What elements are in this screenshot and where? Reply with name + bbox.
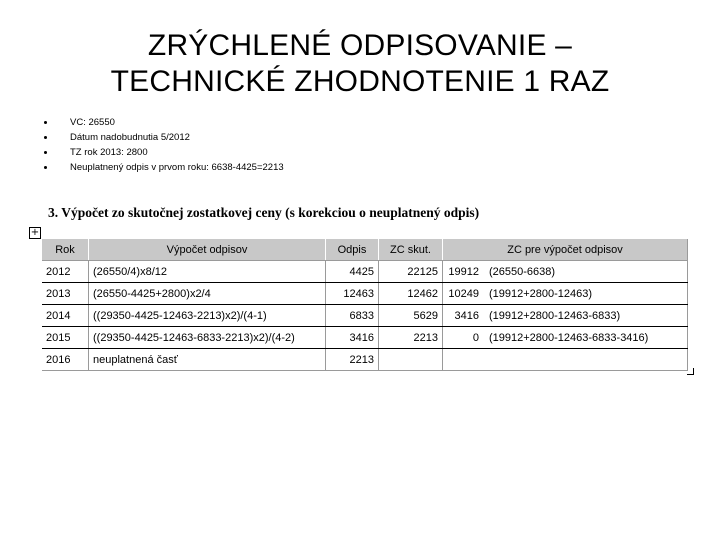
cell-rok: 2016 [46, 353, 71, 366]
bullet-dot-icon [44, 151, 47, 154]
cell-odpis: 6833 [326, 305, 379, 327]
cell-odpis: 4425 [326, 261, 379, 283]
cell-odpis: 2213 [326, 349, 379, 371]
cell-odpis: 3416 [326, 327, 379, 349]
table-resize-handle-icon[interactable] [687, 368, 694, 375]
bullet-item [44, 145, 284, 160]
cell-zc-skut: 22125 [379, 261, 443, 283]
bullet-text: Neuplatnený odpis v prvom roku: 6638-4425=2213 [70, 162, 284, 173]
bullet-text: Dátum nadobudnutia 5/2012 [70, 132, 190, 143]
cell-zc-skut [379, 349, 443, 371]
depreciation-table [42, 239, 688, 371]
cell-zc-vypocet [443, 261, 688, 283]
cell-zc-vypocet [443, 283, 688, 305]
cell-zc-value: 3416 [454, 309, 479, 322]
column-header-vypocet: Výpočet odpisov [89, 239, 326, 261]
column-header-zc-skut: ZC skut. [379, 239, 443, 261]
cell-zc-vypocet [443, 327, 688, 349]
cell-zc-formula: (26550-6638) [489, 265, 556, 278]
cell-vypocet: (26550/4)x8/12 [89, 261, 326, 283]
bullet-item [44, 115, 284, 130]
cell-zc-formula: (19912+2800-12463-6833-3416) [489, 331, 649, 344]
cell-rok: 2012 [42, 261, 89, 283]
column-header-zc-vypocet: ZC pre výpočet odpisov [443, 239, 688, 261]
table-row [42, 261, 688, 283]
cell-zc-value: 10249 [448, 287, 479, 300]
column-header-odpis: Odpis [326, 239, 379, 261]
column-header-rok: Rok [42, 239, 89, 261]
cell-zc-formula: (19912+2800-12463-6833) [489, 309, 621, 322]
slide-title-line-1: ZRÝCHLENÉ ODPISOVANIE – [147, 29, 573, 62]
table-row [42, 349, 688, 371]
cell-rok: 2015 [42, 327, 89, 349]
cell-zc-value: 0 [472, 331, 479, 344]
slide-title [60, 28, 660, 100]
table-header-row [42, 239, 688, 261]
cell-zc-skut: 5629 [379, 305, 443, 327]
cell-zc-formula: (19912+2800-12463) [489, 287, 593, 300]
bullet-text: VC: 26550 [70, 117, 115, 128]
bullet-dot-icon [44, 136, 47, 139]
table-move-handle-icon[interactable]: + [30, 227, 40, 238]
cell-vypocet: ((29350-4425-12463-2213)x2)/(4-1) [89, 305, 326, 327]
table-row [42, 283, 688, 305]
cell-zc-value: 19912 [448, 265, 479, 278]
bullet-item [44, 130, 284, 145]
cell-vypocet: ((29350-4425-12463-6833-2213)x2)/(4-2) [89, 327, 326, 349]
cell-rok: 2014 [42, 305, 89, 327]
cell-zc-skut: 2213 [379, 327, 443, 349]
cell-vypocet: (26550-4425+2800)x2/4 [89, 283, 326, 305]
section-heading: 3. Výpočet zo skutočnej zostatkovej ceny (s korekciou o neuplatnený odpis) [48, 205, 480, 220]
cell-rok: 2013 [42, 283, 89, 305]
slide-title-line-2: TECHNICKÉ ZHODNOTENIE 1 RAZ [110, 65, 610, 98]
cell-vypocet: neuplatnená časť [89, 349, 326, 371]
bullet-dot-icon [44, 166, 47, 169]
cell-zc-skut: 12462 [379, 283, 443, 305]
bullet-item [44, 160, 284, 175]
cell-zc-vypocet [443, 349, 688, 371]
table-row [42, 305, 688, 327]
cell-zc-vypocet [443, 305, 688, 327]
bullet-dot-icon [44, 121, 47, 124]
table-row [42, 327, 688, 349]
cell-odpis: 12463 [326, 283, 379, 305]
bullet-list [44, 115, 284, 175]
bullet-text: TZ rok 2013: 2800 [70, 147, 148, 158]
